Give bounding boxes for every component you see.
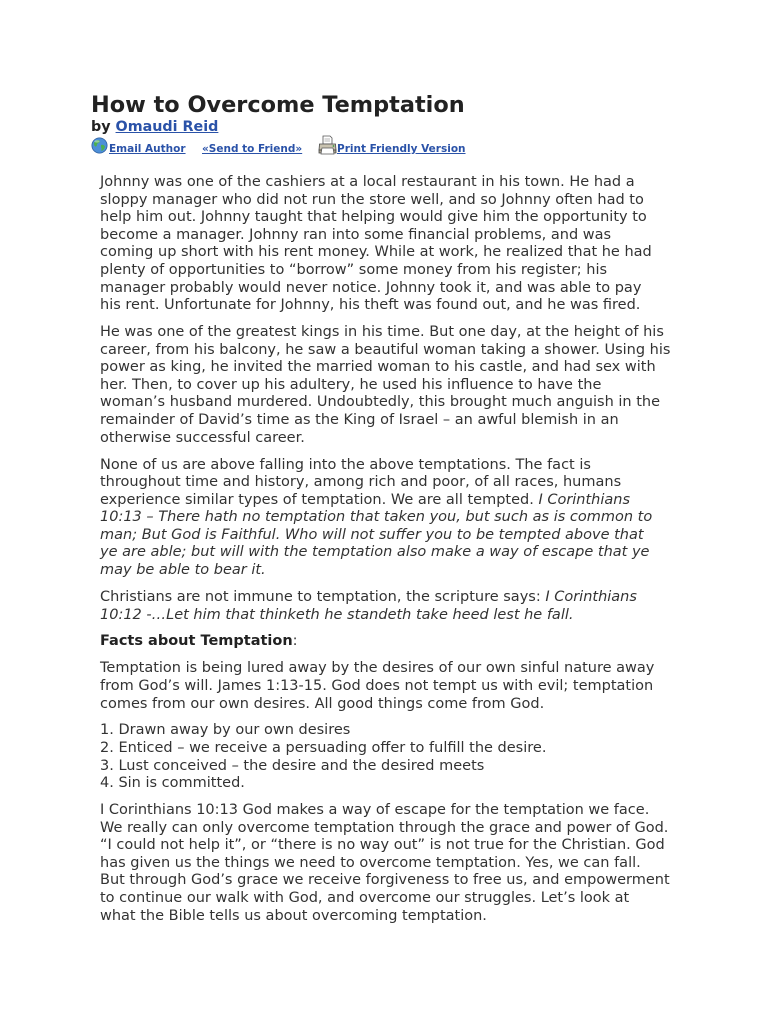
paragraph-line: his rent. Unfortunate for Johnny, his theft was found out, and he was fired. bbox=[100, 297, 641, 314]
paragraph-line: manager probably would never notice. Johnny took it, and was able to pay bbox=[100, 279, 642, 296]
scripture-reference: I Corinthians bbox=[545, 588, 637, 605]
paragraph-line: remainder of David’s time as the King of Israel – an awful blemish in an bbox=[100, 412, 619, 429]
paragraph-line: I Corinthians 10:13 God makes a way of escape for the temptation we face. bbox=[100, 802, 650, 819]
list-item: 4. Sin is committed. bbox=[100, 775, 245, 792]
paragraph-line: otherwise successful career. bbox=[100, 429, 305, 446]
list-item: 2. Enticed – we receive a persuading offer to fulfill the desire. bbox=[100, 740, 547, 756]
author-link[interactable]: Omaudi Reid bbox=[115, 119, 219, 135]
paragraph-line: what the Bible tells us about overcoming temptation. bbox=[100, 907, 487, 924]
printer-icon[interactable] bbox=[318, 135, 337, 155]
line-text: Christians are not immune to temptation, the scripture says: bbox=[100, 588, 541, 605]
scripture-reference: I Corinthians bbox=[538, 491, 631, 508]
article-paragraph bbox=[100, 660, 700, 713]
article-paragraph bbox=[100, 324, 700, 447]
scripture-quote-line: ye are able; but will with the temptation also make a way of escape that ye bbox=[100, 544, 650, 561]
paragraph-line: coming up short with his rent money. While at work, he realized that he had bbox=[100, 244, 652, 261]
paragraph-line: become a manager. Johnny ran into some financial problems, and was bbox=[100, 226, 612, 243]
paragraph-line: career, from his balcony, he saw a beautiful woman taking a shower. Using his bbox=[100, 341, 671, 358]
scripture-quote-line: 10:12 -…Let him that thinketh he standeth take heed lest he fall. bbox=[100, 606, 574, 623]
paragraph-line: her. Then, to cover up his adultery, he used his influence to have the bbox=[100, 376, 602, 393]
paragraph-line: We really can only overcome temptation through the grace and power of God. bbox=[100, 819, 669, 836]
article-paragraph bbox=[100, 802, 700, 925]
paragraph-line: to continue our walk with God, and overcome our struggles. Let’s look at bbox=[100, 890, 630, 907]
steps-list bbox=[100, 722, 700, 792]
paragraph-line: power as king, he invited the married woman to his castle, and had sex with bbox=[100, 359, 656, 376]
paragraph-line: throughout time and history, among rich and poor, of all races, humans bbox=[100, 474, 622, 491]
byline bbox=[91, 118, 218, 136]
article-paragraph bbox=[100, 174, 700, 315]
paragraph-line: “I could not help it”, or “there is no way out” is not true for the Christian. God bbox=[100, 837, 665, 854]
article-paragraph bbox=[100, 457, 700, 580]
paragraph-line: comes from our own desires. All good things come from God. bbox=[100, 695, 545, 712]
paragraph-line: He was one of the greatest kings in his time. But one day, at the height of his bbox=[100, 324, 664, 341]
paragraph-line: sloppy manager who did not run the store well, and so Johnny often had to bbox=[100, 191, 644, 208]
paragraph-line bbox=[100, 589, 700, 607]
article-title: How to Overcome Temptation bbox=[91, 92, 465, 118]
article-paragraph bbox=[100, 589, 700, 624]
paragraph-line: Temptation is being lured away by the desires of our own sinful nature away bbox=[100, 660, 655, 677]
paragraph-line: from God’s will. James 1:13-15. God does not tempt us with evil; temptation bbox=[100, 677, 654, 694]
section-heading-label: Facts about Temptation bbox=[100, 633, 293, 650]
email-author-link[interactable]: Email Author bbox=[109, 143, 186, 155]
list-item: 1. Drawn away by our own desires bbox=[100, 722, 351, 739]
scripture-quote-line: man; But God is Faithful. Who will not suffer you to be tempted above that bbox=[100, 526, 644, 543]
section-heading bbox=[100, 633, 700, 651]
byline-prefix: by bbox=[91, 119, 111, 135]
paragraph-line bbox=[100, 492, 700, 510]
globe-icon[interactable] bbox=[91, 137, 108, 154]
paragraph-line: has given us the things we need to overcome temptation. Yes, we can fall. bbox=[100, 854, 641, 871]
print-friendly-link[interactable]: Print Friendly Version bbox=[337, 143, 466, 155]
paragraph-line: None of us are above falling into the above temptations. The fact is bbox=[100, 456, 591, 473]
list-item: 3. Lust conceived – the desire and the desired meets bbox=[100, 757, 485, 774]
paragraph-line: woman’s husband murdered. Undoubtedly, this brought much anguish in the bbox=[100, 394, 660, 411]
scripture-quote-line: 10:13 – There hath no temptation that taken you, but such as is common to bbox=[100, 509, 653, 526]
send-to-friend-link[interactable]: «Send to Friend» bbox=[202, 143, 303, 155]
paragraph-line: plenty of opportunities to “borrow” some money from his register; his bbox=[100, 261, 608, 278]
section-heading-suffix: : bbox=[292, 633, 298, 650]
scripture-quote-line: may be able to bear it. bbox=[100, 562, 266, 579]
paragraph-line: But through God’s grace we receive forgiveness to free us, and empowerment bbox=[100, 872, 670, 889]
paragraph-line: Johnny was one of the cashiers at a local restaurant in his town. He had a bbox=[100, 174, 635, 190]
article-body bbox=[100, 174, 700, 935]
paragraph-line: help him out. Johnny taught that helping would give him the opportunity to bbox=[100, 209, 647, 226]
line-text: experience similar types of temptation. We are all tempted. bbox=[100, 491, 534, 508]
